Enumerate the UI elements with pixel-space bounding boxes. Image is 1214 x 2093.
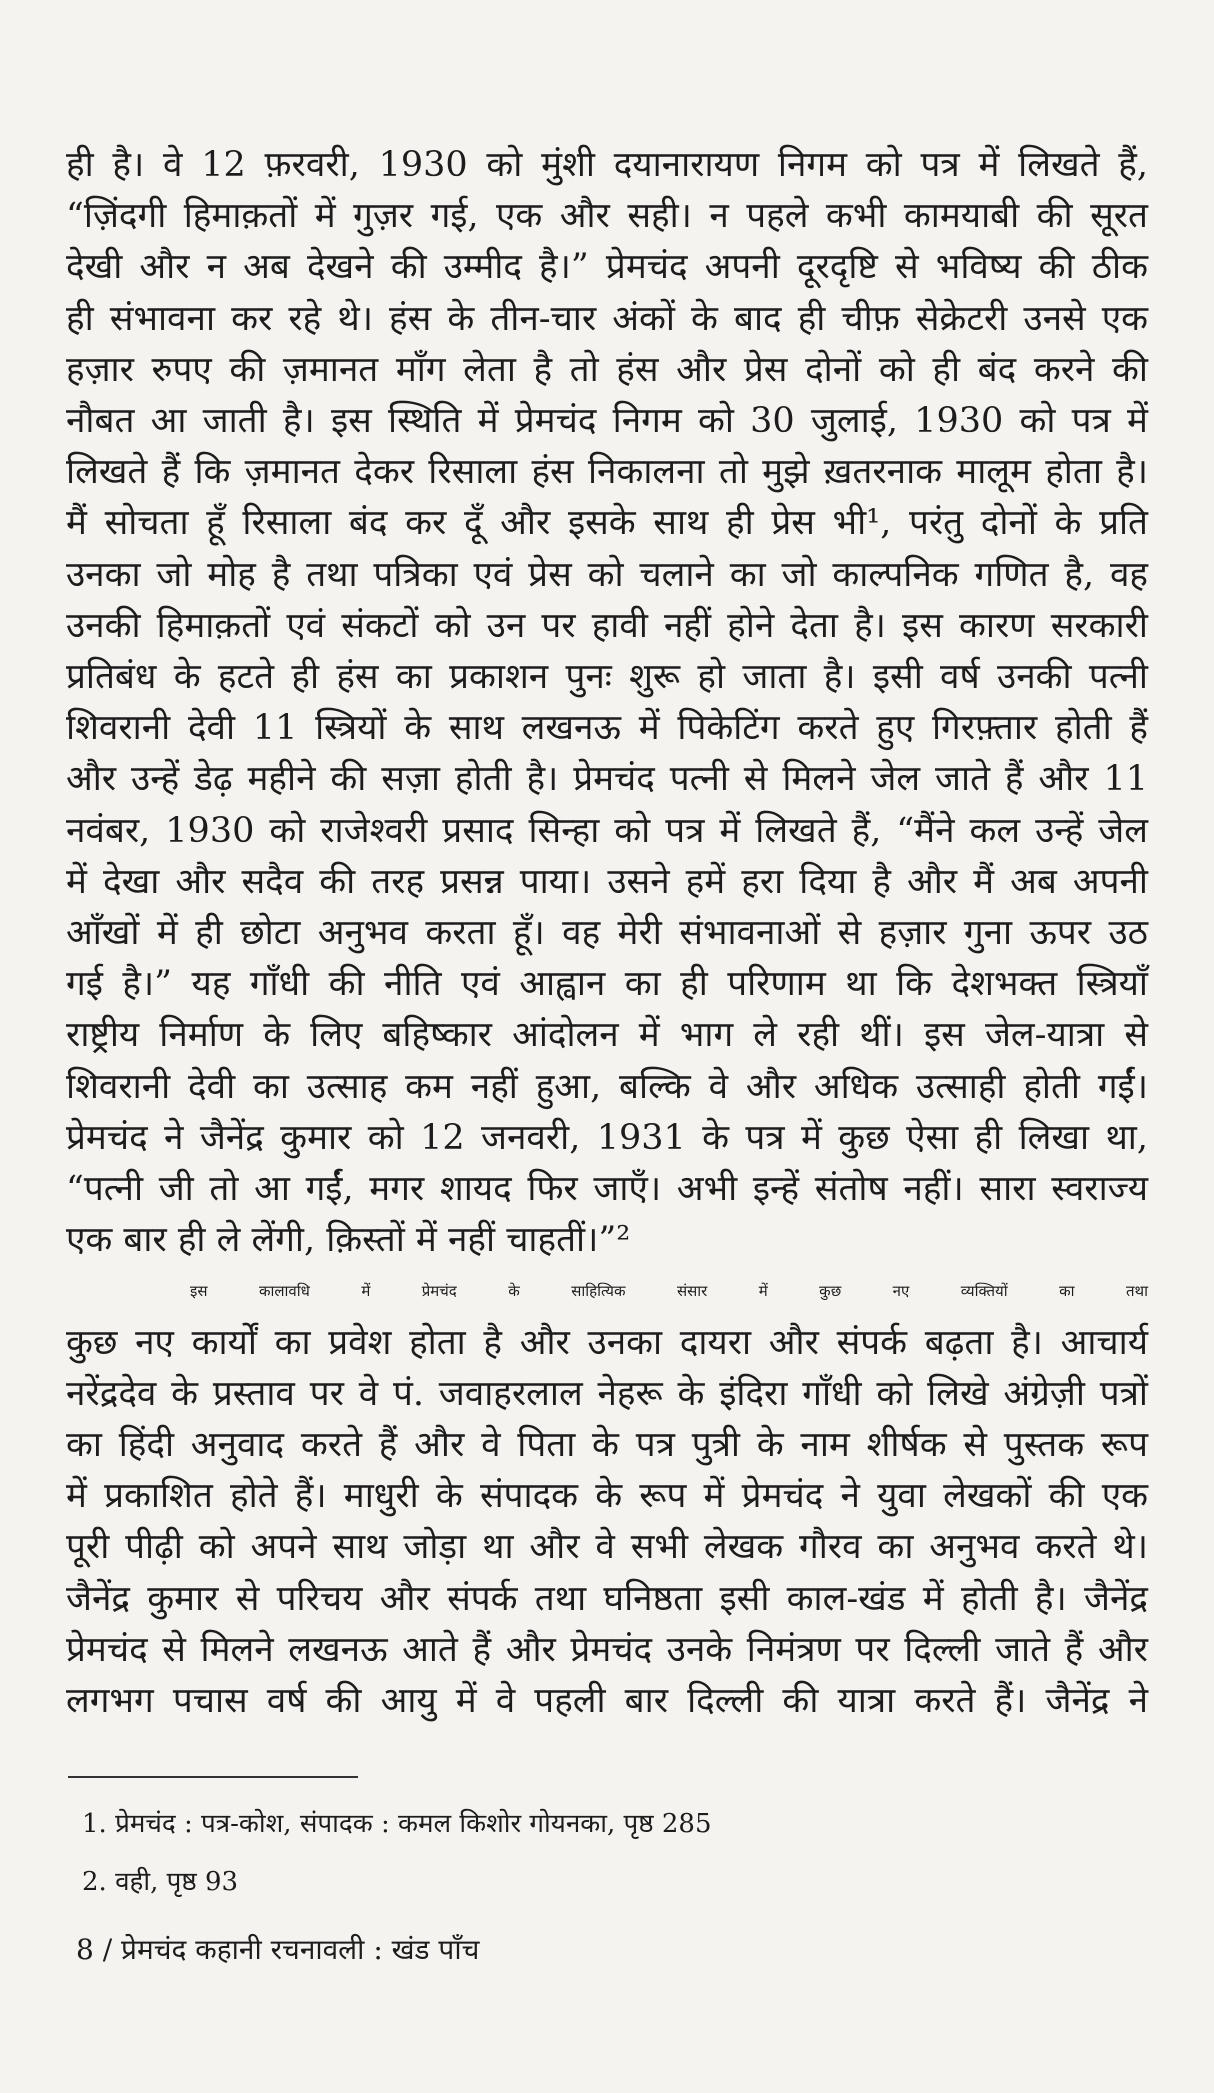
text-line: ही है। वे 12 फ़रवरी, 1930 को मुंशी दयानारायण निगम को पत्र में लिखते हैं, [66,145,1148,185]
text-line: मैं सोचता हूँ रिसाला बंद कर दूँ और इसके साथ ही प्रेस भी¹, परंतु दोनों के प्रति [66,503,1148,544]
text-line: कुछ नए कार्यों का प्रवेश होता है और उनका दायरा और संपर्क बढ़ता है। आचार्य [66,1322,1148,1363]
text-line: नरेंद्रदेव के प्रस्ताव पर वे पं. जवाहरलाल नेहरू के इंदिरा गाँधी को लिखे अंग्रेज़ी पत्रों [66,1373,1148,1414]
text-line: का हिंदी अनुवाद करते हैं और वे पिता के पत्र पुत्री के नाम शीर्षक से पुस्तक रूप [66,1425,1148,1466]
text-line: प्रेमचंद ने जैनेंद्र कुमार को 12 जनवरी, 1931 के पत्र में कुछ ऐसा ही लिखा था, [66,1117,1148,1158]
text-line: हज़ार रुपए की ज़मानत माँग लेता है तो हंस और प्रेस दोनों को ही बंद करने की [66,349,1148,390]
text-line: शिवरानी देवी 11 स्त्रियों के साथ लखनऊ में पिकेटिंग करते हुए गिरफ़्तार होती हैं [66,708,1148,749]
body-text [66,140,1148,1727]
text-line: नौबत आ जाती है। इस स्थिति में प्रेमचंद निगम को 30 जुलाई, 1930 को पत्र में [66,401,1148,442]
text-line: ही संभावना कर रहे थे। हंस के तीन-चार अंकों के बाद ही चीफ़ सेक्रेटरी उनसे एक [66,298,1148,339]
text-line: “पत्नी जी तो आ गईं, मगर शायद फिर जाएँ। अभी इन्हें संतोष नहीं। सारा स्वराज्य [66,1169,1148,1210]
text-line: देखी और न अब देखने की उम्मीद है।” प्रेमचंद अपनी दूरदृष्टि से भविष्य की ठीक [66,247,1148,288]
text-line: आँखों में ही छोटा अनुभव करता हूँ। वह मेरी संभावनाओं से हज़ार गुना ऊपर उठ [66,913,1148,954]
text-line: प्रतिबंध के हटते ही हंस का प्रकाशन पुनः शुरू हो जाता है। इसी वर्ष उनकी पत्नी [66,657,1148,698]
text-line: इस कालावधि में प्रेमचंद के साहित्यिक संसार में कुछ नए व्यक्तियों का तथा [190,1282,1148,1301]
text-line: गई है।” यह गाँधी की नीति एवं आह्वान का ही परिणाम था कि देशभक्त स्त्रियाँ [66,964,1148,1005]
text-line: एक बार ही ले लेंगी, क़िस्तों में नहीं चाहतीं।”² [66,1220,631,1261]
text-line: उनकी हिमाक़तों एवं संकटों को उन पर हावी नहीं होने देता है। इस कारण सरकारी [66,605,1148,646]
text-line: शिवरानी देवी का उत्साह कम नहीं हुआ, बल्कि वे और अधिक उत्साही होती गईं। [66,1066,1148,1107]
text-line: पूरी पीढ़ी को अपने साथ जोड़ा था और वे सभी लेखक गौरव का अनुभव करते थे। [66,1527,1148,1568]
text-line: प्रेमचंद से मिलने लखनऊ आते हैं और प्रेमचंद उनके निमंत्रण पर दिल्ली जाते हैं और [66,1629,1148,1670]
text-line: और उन्हें डेढ़ महीने की सज़ा होती है। प्रेमचंद पत्नी से मिलने जेल जाते हैं और 11 [66,759,1148,800]
text-line: “ज़िंदगी हिमाक़तों में गुज़र गई, एक और सही। न पहले कभी कामयाबी की सूरत [66,196,1148,237]
text-line: लिखते हैं कि ज़मानत देकर रिसाला हंस निकालना तो मुझे ख़तरनाक मालूम होता है। [66,452,1148,493]
text-line: जैनेंद्र कुमार से परिचय और संपर्क तथा घनिष्ठता इसी काल-खंड में होती है। जैनेंद्र [66,1578,1148,1619]
text-line: में देखा और सदैव की तरह प्रसन्न पाया। उसने हमें हरा दिया है और मैं अब अपनी [66,861,1148,902]
text-line: में प्रकाशित होते हैं। माधुरी के संपादक के रूप में प्रेमचंद ने युवा लेखकों की एक [66,1476,1148,1517]
footnote-item: 1. प्रेमचंद : पत्र-कोश, संपादक : कमल किशोर गोयनका, पृष्ठ 285 [82,1809,712,1839]
text-line: उनका जो मोह है तथा पत्रिका एवं प्रेस को चलाने का जो काल्पनिक गणित है, वह [66,554,1148,595]
paragraph-1 [66,140,1148,1266]
footnote-divider [68,1776,358,1778]
footnote-item: 2. वही, पृष्ठ 93 [82,1867,239,1897]
page-footer: 8 / प्रेमचंद कहानी रचनावली : खंड पाँच [76,1933,480,1966]
text-line: राष्ट्रीय निर्माण के लिए बहिष्कार आंदोलन में भाग ले रही थीं। इस जेल-यात्रा से [66,1015,1148,1056]
text-line: नवंबर, 1930 को राजेश्वरी प्रसाद सिन्हा को पत्र में लिखते हैं, “मैंने कल उन्हें जेल [66,810,1148,851]
footnotes [82,1795,712,1911]
text-line: लगभग पचास वर्ष की आयु में वे पहली बार दिल्ली की यात्रा करते हैं। जैनेंद्र ने [66,1681,1148,1722]
paragraph-2 [66,1266,1148,1727]
